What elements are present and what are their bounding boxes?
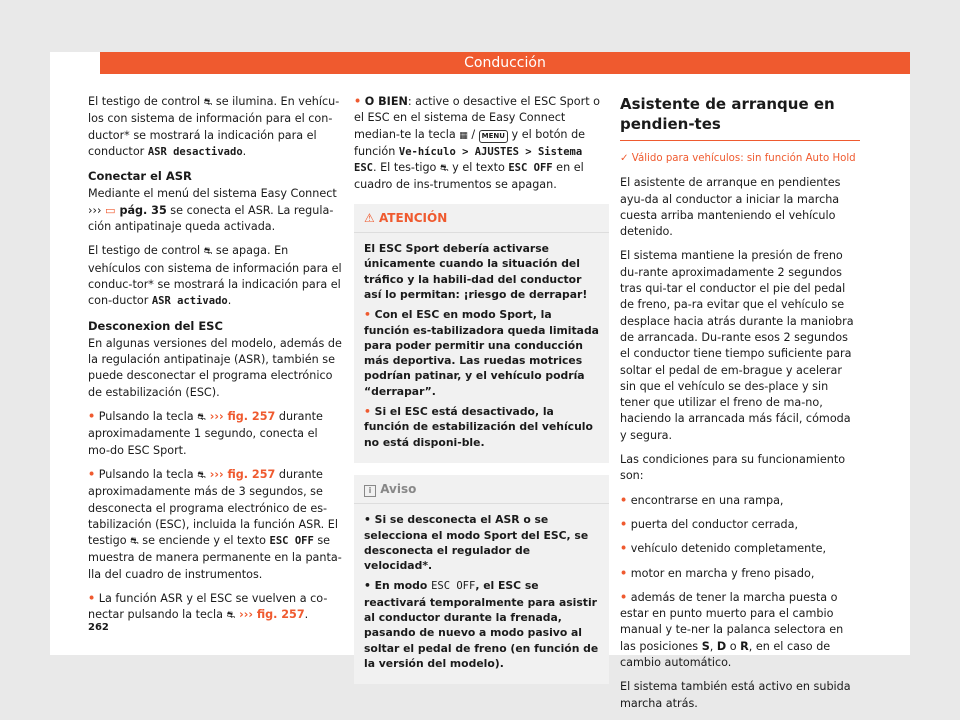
column-2 xyxy=(354,94,609,696)
bullet-icon: • xyxy=(364,513,371,527)
page-reference-link[interactable]: pág. 35 xyxy=(115,203,167,217)
column-1 xyxy=(88,94,342,633)
display-code: ESC OFF xyxy=(269,535,314,548)
list-item: • puerta del conductor cerrada, xyxy=(620,517,799,531)
bullet-icon: • xyxy=(620,590,628,604)
paragraph: El testigo de control ⛐ se ilumina. En vehícu-los con sistema de información para el con-ductor* se mostrará la indicación para el conductor ASR desactivado. xyxy=(88,95,340,158)
section-title: Conducción xyxy=(464,55,546,71)
note-header: i Aviso xyxy=(354,475,609,504)
bullet-icon: • xyxy=(364,405,371,419)
bullet-icon: • xyxy=(620,566,628,580)
display-code: ASR activado xyxy=(151,295,228,308)
list-item: • motor en marcha y freno pisado, xyxy=(620,566,815,580)
note-list-item: • En modo ESC OFF, el ESC se reactivará temporalmente para asistir al conductor durante la frenada, pasando de nuevo a modo pasivo al soltar el pedal de freno (en función de la versión del modelo). xyxy=(364,579,599,670)
esc-button-icon: ⛐ xyxy=(226,610,236,622)
display-code: ASR desactivado xyxy=(147,145,243,158)
list-item: • vehículo detenido completamente, xyxy=(620,542,827,556)
paragraph: Mediante el menú del sistema Easy Connect ››› ▭ pág. 35 se conecta el ASR. La regula-ción antipatinaje queda activada. xyxy=(88,187,337,234)
section-heading: Asistente de arranque en pendien-tes xyxy=(620,94,860,141)
list-item: • además de tener la marcha puesta o estar en punto muerto para el cambio manual y te-ner la palanca selectora en las posiciones S, D o R, en el caso de cambio automático. xyxy=(620,590,844,670)
figure-reference-link[interactable]: ››› fig. 257 xyxy=(235,608,305,622)
paragraph: El testigo de control ⛐ se apaga. En vehículos con sistema de información para el conduc-tor* se mostrará la indicación para el con-ductor ASR activado. xyxy=(88,244,342,308)
paragraph: El asistente de arranque en pendientes ayu-da al conductor a iniciar la marcha cuesta arriba manteniendo el vehículo detenido. xyxy=(620,176,841,239)
subheading: Conectar el ASR xyxy=(88,169,192,184)
list-item: • Pulsando la tecla ⛐ ››› fig. 257 durante aproximadamente más de 3 segundos, se desconecta el programa electrónico de es-tabilización (ESC), incluida la función ASR. El testigo ⛐ se enciende y el texto ESC OFF se muestra de manera permanente en la panta-lla del cuadro de instrumentos. xyxy=(88,467,342,581)
menu-path: Ve-hículo > AJUSTES > Sistema ESC xyxy=(354,145,583,175)
paragraph: El sistema también está activo en subida marcha atrás. xyxy=(620,680,851,710)
bullet-icon: • xyxy=(88,410,96,424)
list-item: • O BIEN: active o desactive el ESC Sport o el ESC en el sistema de Easy Connect median-te la tecla ▦ / MENU y el botón de función Ve-hículo > AJUSTES > Sistema ESC. El tes-tigo ⛐ y el texto ESC OFF en el cuadro de ins-trumentos se apagan. xyxy=(354,95,601,192)
menu-key-icon: MENU xyxy=(479,130,508,143)
bullet-icon: • xyxy=(620,493,628,507)
checkmark-icon: ✓ xyxy=(620,153,629,164)
apps-icon: ▦ xyxy=(459,130,468,141)
book-icon: ▭ xyxy=(104,203,116,217)
display-code: ESC OFF xyxy=(508,162,553,175)
page-number: 262 xyxy=(88,622,109,633)
subheading: Desconexion del ESC xyxy=(88,318,223,333)
figure-reference-link[interactable]: ››› fig. 257 xyxy=(205,467,276,481)
bullet-icon: • xyxy=(88,467,96,481)
bullet-icon: • xyxy=(364,308,371,322)
figure-reference-link[interactable]: ››› fig. 257 xyxy=(205,410,276,424)
list-item: • encontrarse en una rampa, xyxy=(620,493,784,507)
list-item: • Pulsando la tecla ⛐ ››› fig. 257 durante aproximadamente 1 segundo, conecta el mo-do ESC Sport. xyxy=(88,410,323,457)
paragraph: El sistema mantiene la presión de freno du-rante aproximadamente 2 segundos tras qui-tar el conductor el pie del pedal de freno, pa-ra evitar que el vehículo se desplace hacia atrás durante la maniobra de arrancada. Du-rante esos 2 segundos el conductor tiene tiempo suficiente para soltar el pedal de em-brague y acelerar sin que el vehículo se des-place y sin tener que utilizar el freno de ma-no, haciendo la arrancada más fácil, cómoda y segura. xyxy=(620,249,854,442)
list-item: • La función ASR y el ESC se vuelven a co-nectar pulsando la tecla ⛐ ››› fig. 257. xyxy=(88,591,342,625)
bullet-icon: • xyxy=(364,579,371,593)
bullet-icon: • xyxy=(620,542,628,556)
info-icon: i xyxy=(364,485,376,497)
esc-warning-icon: ⛐ xyxy=(203,246,213,258)
warning-box xyxy=(354,204,609,463)
paragraph: Las condiciones para su funcionamiento son: xyxy=(620,453,846,483)
note-list-item: • Si se desconecta el ASR o se selecciona el modo Sport del ESC, se desconecta el regulador de velocidad*. xyxy=(364,513,589,573)
paragraph: En algunas versiones del modelo, además de la regulación antipatinaje (ASR), también se puede desconectar el programa electrónico de estabilización (ESC). xyxy=(88,336,342,399)
esc-button-icon: ⛐ xyxy=(197,412,206,424)
note-body xyxy=(354,504,609,684)
display-code: ESC OFF xyxy=(431,580,476,593)
section-header xyxy=(100,52,910,74)
warning-list-item: • Si el ESC está desactivado, la función de estabilización del vehículo no está disponi-ble. xyxy=(364,405,593,449)
esc-warning-icon: ⛐ xyxy=(130,536,139,548)
column-3 xyxy=(620,94,860,720)
note-box xyxy=(354,475,609,684)
validity-note: ✓ Válido para vehículos: sin función Auto Hold xyxy=(620,153,856,164)
warning-list-item: • Con el ESC en modo Sport, la función es-tabilizadora queda limitada para poder permitir una conducción más deportiva. Las ruedas motrices podrían patinar, y el vehículo podría “derrapar”. xyxy=(364,308,599,398)
warning-header: ⚠ ATENCIÓN xyxy=(354,204,609,233)
esc-warning-icon: ⛐ xyxy=(203,97,213,108)
manual-page xyxy=(50,52,910,710)
esc-warning-icon: ⛐ xyxy=(439,163,449,175)
warning-triangle-icon: ⚠ xyxy=(364,210,375,225)
bullet-icon: • xyxy=(354,95,362,108)
warning-body xyxy=(354,233,609,463)
esc-button-icon: ⛐ xyxy=(197,469,206,481)
bullet-icon: • xyxy=(620,517,628,531)
warning-text: El ESC Sport debería activarse únicamente cuando la situación del tráfico y la habili-dad del conductor así lo permitan: ¡riesgo de derrapar! xyxy=(364,242,588,301)
bullet-icon: • xyxy=(88,592,96,606)
